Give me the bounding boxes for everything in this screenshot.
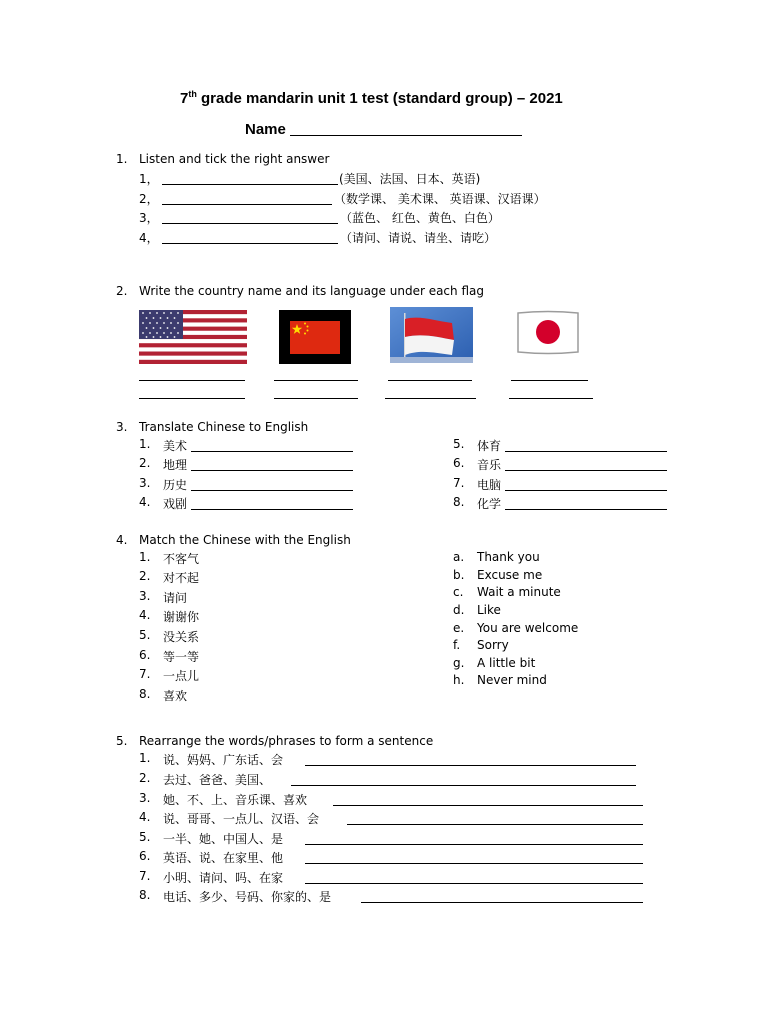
title-rest: grade mandarin unit 1 test (standard group) – 2021 xyxy=(196,90,563,107)
q3-item-word: 电脑 xyxy=(477,478,502,492)
q4-english-letter: h. xyxy=(453,673,465,687)
q5-item-blank[interactable] xyxy=(305,765,636,766)
indonesia-country-blank[interactable] xyxy=(388,380,472,381)
q1-item-4-blank[interactable] xyxy=(162,243,338,244)
q2-number: 2. xyxy=(116,284,128,298)
name-row xyxy=(245,121,286,138)
q5-item-number: 7. xyxy=(139,869,151,883)
q4-heading: Match the Chinese with the English xyxy=(139,533,351,547)
q5-item-number: 3. xyxy=(139,791,151,805)
page-title xyxy=(180,89,563,107)
q4-chinese-number: 3. xyxy=(139,589,151,603)
q4-chinese-number: 4. xyxy=(139,608,151,622)
q4-english-letter: c. xyxy=(453,585,464,599)
q3-item-number: 7. xyxy=(453,476,465,490)
q4-english-word: Excuse me xyxy=(477,568,543,582)
q5-item-words: 小明、请问、吗、在家 xyxy=(163,871,284,885)
q1-item-2-blank[interactable] xyxy=(162,204,332,205)
q3-item-blank[interactable] xyxy=(505,470,667,471)
q1-item-3-options: （蓝色、 红色、黄色、白色） xyxy=(340,211,500,225)
q3-item-word: 音乐 xyxy=(477,458,502,472)
indonesia-flag xyxy=(390,307,473,363)
q3-number: 3. xyxy=(116,420,128,434)
q3-item-word: 地理 xyxy=(163,458,188,472)
q5-item-number: 2. xyxy=(139,771,151,785)
q3-item-blank[interactable] xyxy=(191,451,353,452)
q4-english-letter: a. xyxy=(453,550,465,564)
q4-chinese-number: 6. xyxy=(139,648,151,662)
q4-chinese-word: 谢谢你 xyxy=(163,610,200,624)
q3-item-number: 5. xyxy=(453,437,465,451)
japan-flag xyxy=(516,310,580,356)
q4-chinese-word: 等一等 xyxy=(163,650,200,664)
q5-item-number: 5. xyxy=(139,830,151,844)
q3-item-number: 3. xyxy=(139,476,151,490)
q5-item-blank[interactable] xyxy=(305,863,643,864)
q5-item-blank[interactable] xyxy=(361,902,643,903)
q4-english-word: Thank you xyxy=(477,550,540,564)
q3-item-blank[interactable] xyxy=(191,509,353,510)
q5-item-number: 6. xyxy=(139,849,151,863)
q3-item-blank[interactable] xyxy=(191,470,353,471)
q5-heading: Rearrange the words/phrases to form a sentence xyxy=(139,734,434,748)
q4-english-letter: b. xyxy=(453,568,465,582)
q5-item-blank[interactable] xyxy=(305,883,643,884)
q4-chinese-word: 一点儿 xyxy=(163,669,200,683)
q4-chinese-number: 8. xyxy=(139,687,151,701)
q1-item-1-blank[interactable] xyxy=(162,184,338,185)
q4-english-word: Like xyxy=(477,603,501,617)
usa-flag xyxy=(139,310,247,364)
q5-item-words: 去过、爸爸、美国、 xyxy=(163,773,272,787)
japan-country-blank[interactable] xyxy=(511,380,588,381)
q4-english-letter: d. xyxy=(453,603,465,617)
q3-item-blank[interactable] xyxy=(505,490,667,491)
q3-item-number: 2. xyxy=(139,456,151,470)
title-superscript: th xyxy=(188,89,197,99)
q5-item-number: 4. xyxy=(139,810,151,824)
q4-chinese-number: 2. xyxy=(139,569,151,583)
q5-item-words: 说、妈妈、广东话、会 xyxy=(163,753,284,767)
china-country-blank[interactable] xyxy=(274,380,358,381)
q1-item-2-options: （数学课、 美术课、 英语课、汉语课） xyxy=(334,192,546,206)
q4-chinese-word: 不客气 xyxy=(163,552,200,566)
q4-english-word: Never mind xyxy=(477,673,547,687)
q5-item-words: 英语、说、在家里、他 xyxy=(163,851,284,865)
q5-item-words: 电话、多少、号码、你家的、是 xyxy=(163,890,332,904)
q3-item-word: 戏剧 xyxy=(163,497,188,511)
q4-chinese-number: 5. xyxy=(139,628,151,642)
q3-item-blank[interactable] xyxy=(505,509,667,510)
q3-heading: Translate Chinese to English xyxy=(139,420,309,434)
q3-item-word: 体育 xyxy=(477,439,502,453)
q4-number: 4. xyxy=(116,533,128,547)
q1-item-1-number: 1， xyxy=(139,172,159,186)
name-label: Name xyxy=(245,121,286,138)
q4-chinese-word: 喜欢 xyxy=(163,689,188,703)
q4-chinese-number: 1. xyxy=(139,550,151,564)
title-prefix: 7 xyxy=(180,90,189,107)
japan-language-blank[interactable] xyxy=(509,398,593,399)
china-language-blank[interactable] xyxy=(274,398,358,399)
q4-english-letter: e. xyxy=(453,621,465,635)
q5-item-words: 她、不、上、音乐课、喜欢 xyxy=(163,793,308,807)
q3-item-word: 化学 xyxy=(477,497,502,511)
q1-heading: Listen and tick the right answer xyxy=(139,152,330,166)
q1-item-1-options: (美国、法国、日本、英语) xyxy=(339,172,481,186)
q3-item-word: 历史 xyxy=(163,478,188,492)
usa-language-blank[interactable] xyxy=(139,398,245,399)
q3-item-blank[interactable] xyxy=(505,451,667,452)
q4-english-word: You are welcome xyxy=(477,621,579,635)
q5-item-number: 8. xyxy=(139,888,151,902)
q1-item-3-number: 3， xyxy=(139,211,159,225)
q3-item-blank[interactable] xyxy=(191,490,353,491)
q5-item-blank[interactable] xyxy=(333,805,643,806)
q1-item-2-number: 2， xyxy=(139,192,159,206)
indonesia-language-blank[interactable] xyxy=(385,398,476,399)
q1-item-4-options: （请问、请说、请坐、请吃） xyxy=(340,231,497,245)
q4-chinese-word: 没关系 xyxy=(163,630,200,644)
q5-item-words: 说、哥哥、一点儿、汉语、会 xyxy=(163,812,320,826)
q4-english-word: Wait a minute xyxy=(477,585,561,599)
q5-item-blank[interactable] xyxy=(291,785,636,786)
q4-english-letter: f. xyxy=(453,638,461,652)
name-blank[interactable] xyxy=(290,135,522,136)
q4-english-word: Sorry xyxy=(477,638,509,652)
q3-item-number: 4. xyxy=(139,495,151,509)
q1-number: 1. xyxy=(116,152,128,166)
q3-item-word: 美术 xyxy=(163,439,188,453)
q5-number: 5. xyxy=(116,734,128,748)
q4-chinese-number: 7. xyxy=(139,667,151,681)
china-flag xyxy=(279,310,351,364)
q2-heading: Write the country name and its language under each flag xyxy=(139,284,484,298)
q1-item-4-number: 4， xyxy=(139,231,159,245)
q3-item-number: 8. xyxy=(453,495,465,509)
usa-country-blank[interactable] xyxy=(139,380,245,381)
q5-item-number: 1. xyxy=(139,751,151,765)
q5-item-blank[interactable] xyxy=(305,844,643,845)
q3-item-number: 1. xyxy=(139,437,151,451)
q5-item-words: 一半、她、中国人、是 xyxy=(163,832,284,846)
q4-chinese-word: 对不起 xyxy=(163,571,200,585)
q4-english-word: A little bit xyxy=(477,656,536,670)
q3-item-number: 6. xyxy=(453,456,465,470)
q4-english-letter: g. xyxy=(453,656,465,670)
q1-item-3-blank[interactable] xyxy=(162,223,338,224)
q5-item-blank[interactable] xyxy=(347,824,643,825)
q4-chinese-word: 请问 xyxy=(163,591,188,605)
